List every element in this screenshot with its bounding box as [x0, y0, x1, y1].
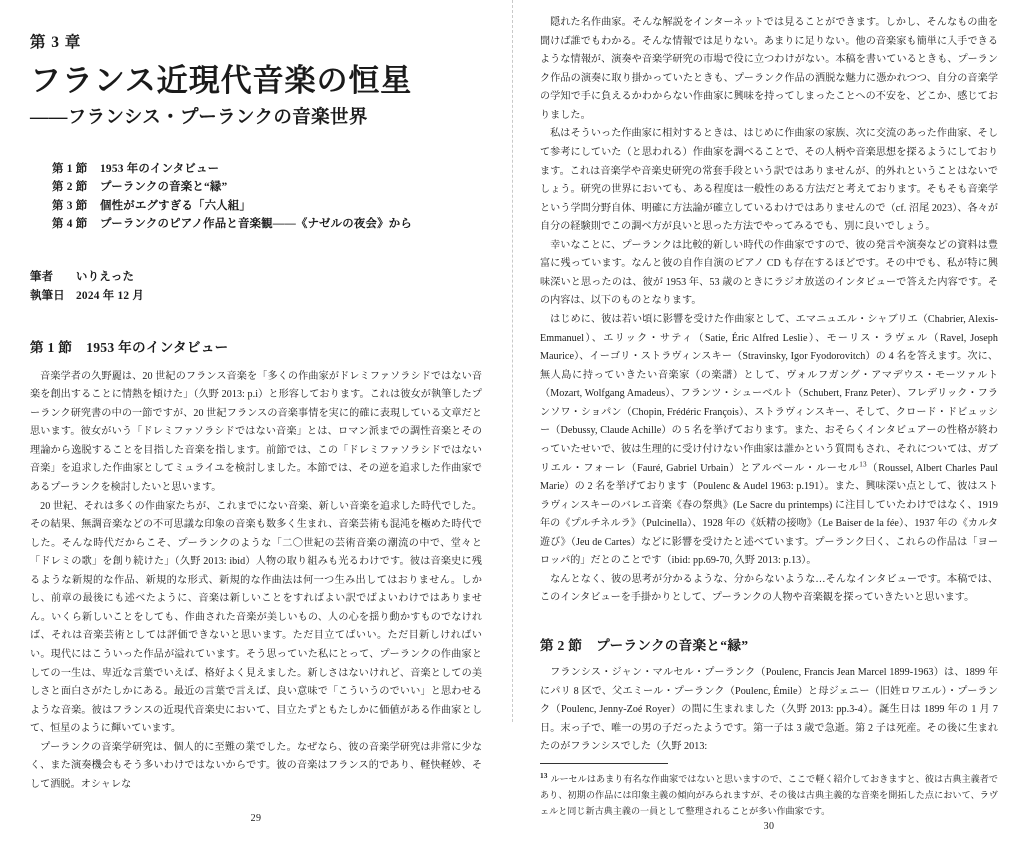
- byline: [30, 268, 482, 306]
- paragraph-with-footnote-ref: はじめに、彼は若い頃に影響を受けた作曲家として、エマニュエル・シャブリエ（Chabrier, Alexis-Emmanuel）、エリック・サティ（Satie, Éric Alfred Leslie）、モーリス・ラヴェル（Ravel, Joseph Maurice）、イーゴリ・ストラヴィンスキー（Stravinsky, Igor Fyodorovitch）の 4 名を答えます。次に、無人島に持っていきたい音楽家（の楽譜）として、ヴォルフガング・アマデウス・モーツァルト（Mozart, Wolfgang Amadeus）、フランツ・シューベルト（Schubert, Franz Peter）、フレデリック・フランソワ・ショパン（Chopin, Frédéric François）、ストラヴィンスキー、そして、クロード・ドビュッシー（Debussy, Claude Achille）の 5 名を挙げております。また、おそらくインタビュアーの性格が終わっていたせいで、彼は生理的に受け付けない作曲家は誰かという質問もされ、それについては、ガブリエル・フォーレ（Fauré, Gabriel Urbain）とアルベール・ルーセル$^{13}$（Roussel, Albert Charles Paul Marie）の 2 名を挙げております（Poulenc & Audel 1963: p.191）。また、興味深い点として、彼はストラヴィンスキーのバレエ音楽《春の祭典》(Le Sacre du printemps) に注目していたわけではなく、1919 年の《プルチネルラ》（Pulcinella）、1928 年の《妖精の接吻》（Le Baiser de la fée）、1937 年の《カルタ遊び》（Jeu de Cartes）などに影響を受けたと述べています。プーランク曰く、これらの作品は「ヨーロッパ的」だとのことです（ibid: pp.69-70, 久野 2013: p.13）。: [540, 314, 998, 567]
- byline-author-key: 筆者: [30, 270, 54, 283]
- section-heading-1: [30, 336, 482, 356]
- section-heading-2: [540, 634, 998, 654]
- section-list-item-label: 第 4 節: [52, 218, 88, 231]
- paragraph: 私はそういった作曲家に相対するときは、はじめに作曲家の家族、次に交流のあった作曲家、そして参考にしていた（と思われる）作曲家を調べることで、その人柄や音楽思想を探るようにしております。これは音楽学や音楽史研究の常套手段という訳ではありませんが、的外れということはないでしょう。研究の世界においても、ある程度は一般性のある方法だと考えております。そもそも音楽学という学問分野自体、明確に方法論が確立しているわけではありませんので（cf. 沼尾 2023）、各々が自分の経験則でこの調べ方が良いと思った方法でやってみるでも、別に良いでしょう。: [540, 128, 998, 233]
- section-list-item: [52, 215, 482, 233]
- footnote-text: ルーセルはあまり有名な作曲家ではないと思いますので、ここで軽く紹介しておきますと、彼は古典主義者であり、初期の作品には印象主義の傾向がみられますが、その後は古典主義的な音楽を開拓した点において、ラヴェルと同じ新古典主義の一員として整理されることが多い作曲家です。: [540, 773, 998, 817]
- section-list-item: [52, 178, 482, 196]
- footnote-reference[interactable]: 13: [859, 460, 867, 469]
- paragraph: フランシス・ジャン・マルセル・プーランク（Poulenc, Francis Jean Marcel 1899-1963）は、1899 年にパリ 8 区で、父エミール・プーランク（Poulenc, Émile）と母ジェニー（旧姓ロワエル）・プーランク（Poulenc, Jenny-Zoé Royer）の間に生まれました（久野 2013: pp.3-4）。誕生日は 1899 年の 1 月 7 日。末っ子で、唯一の男の子だったようです。第一子は 3 歳で急逝。第 2 子は死産。その後に生まれたのがフランシスでした（久野 2013:: [540, 667, 998, 753]
- section-list-item: [52, 197, 482, 215]
- section-heading-1-title: 1953 年のインタビュー: [86, 339, 229, 355]
- chapter-subtitle: ——フランシス・プーランクの音楽世界: [30, 107, 368, 128]
- page-number-right: 30: [763, 821, 775, 833]
- section-list-item-title: 1953 年のインタビュー: [100, 162, 220, 175]
- section-list: [52, 160, 482, 234]
- paragraph: プーランクの音楽学研究は、個人的に至難の業でした。なぜなら、彼の音楽学研究は非常に少なく、また演奏機会もそう多いわけではないからです。彼の音楽はフランス的であり、軽快軽妙、そして洒脱。オシャレな: [30, 741, 482, 790]
- byline-author-value: いりえった: [76, 270, 135, 283]
- section-list-item-title: プーランクの音楽と“縁”: [100, 181, 228, 194]
- byline-date-value: 2024 年 12 月: [76, 289, 145, 302]
- paragraph: 音楽学者の久野麗は、20 世紀のフランス音楽を「多くの作曲家がドレミファソラシドではない音楽を創出することに情熱を傾けた」（久野 2013: p.i）と形容しております。これは彼女が執筆したプーランク研究書の中の一節ですが、20 世紀フランスの音楽事情を実に的確に表現している文章だと思います。彼女がいう「ドレミファソラシドではない音楽」とは、ロマン派までの調性音楽とその理論から逸脱することを目指した音楽を指します。前節では、この「ドレミファソラシドではない音楽」を追求した作曲家としてミュライユを検討しました。本節では、その逆を追求した作曲家であるプーランクを検討したいと思います。: [30, 370, 482, 493]
- page-number-left: 29: [250, 812, 262, 824]
- chapter-title: フランス近現代音楽の恒星: [30, 63, 413, 98]
- section-list-item-label: 第 3 節: [52, 199, 88, 212]
- section-list-item-title: 個性がエグすぎる「六人組」: [100, 199, 252, 212]
- right-body: [540, 14, 998, 757]
- section-heading-2-title: プーランクの音楽と“縁”: [596, 638, 749, 653]
- section-list-item: [52, 160, 482, 178]
- paragraph: 幸いなことに、プーランクは比較的新しい時代の作曲家ですので、彼の発言や演奏などの資料は豊富に残っています。なんと彼の自作自演のピアノ CD も存在するほどです。その中でも、私が特に興味深いと思ったのは、彼が 1953 年、53 歳のときにラジオ放送のインタビューで答えた内容です。その内容は、以下のものとなります。: [540, 239, 998, 307]
- section-list-item-title: プーランクのピアノ作品と音楽観——《ナゼルの夜会》から: [100, 218, 412, 231]
- section-list-item-label: 第 1 節: [52, 162, 88, 175]
- footnote-separator-rule: [540, 763, 668, 764]
- byline-author: [30, 268, 482, 287]
- chapter-number: 第 3 章: [30, 34, 82, 51]
- footnote-item: [540, 769, 998, 820]
- byline-date: [30, 287, 482, 306]
- byline-date-key: 執筆日: [30, 289, 65, 302]
- left-body: [30, 368, 482, 795]
- footnote-marker: 13: [540, 770, 548, 780]
- paragraph: 隠れた名作曲家。そんな解説をインターネットでは見ることができます。しかし、そんなもの曲を聞けば誰でもわかる。そんな情報では足りない。あまりに足りない。他の音楽家も簡単に入手できるような情報が、演奏や音楽学研究の市場で役に立つわけがない。本稿を書いているときも、プーランク作品の演奏に取り掛かっていたときも、プーランク作品の洒脱な魅力に憑かれつつ、自分の音楽学の学知で手に負えるかわからない作曲家に興味を持ってしまったことへの不安を、どこか、感じておりました。: [540, 17, 998, 121]
- section-list-item-label: 第 2 節: [52, 181, 88, 194]
- page-divider: [512, 0, 513, 722]
- left-page: [0, 0, 512, 824]
- footnote-area: [540, 757, 998, 820]
- paragraph: 20 世紀、それは多くの作曲家たちが、これまでにない音楽、新しい音楽を追求した時代でした。その結果、無調音楽などの不可思議な印象の音楽も数多く生まれ、音楽芸術も混沌を極めた時代でした。そんな時代だからこそ、プーランクのような「二〇世紀の芸術音楽の潮流の中で、堂々と「ドレミの歌」を創り続けた」（久野 2013: ibid）人物の取り組みも光るわけです。彼は音楽史に残るような新規的な作品、新規的な形式、新規的な作曲法は何一つ生み出してはおりません。しかし、前章の最後にも述べたように、音楽は新しいことをすればよい訳でばよいわけではありません。いくら新しいことをしても、作曲された音楽が美しいもの、人の心を揺り動かすものでなければ、それは音楽芸術としては評価できないと思います。ただ目立てばいい。ただ目新しければいい。現代にはこういった作品が溢れています。そう思っていた私にとって、プーランクの作曲家としての一生は、卑近な言葉でいえば、格好よく見えました。新しさはないけれど、音楽としての美しさと面白さがたしかにある。最近の言葉で言えば、良い意味で「こういうのでいい」と思わせるような音楽。彼はフランスの近現代音楽史において、目立たずともたしかに価値がある作曲家として、恒星のように輝いています。: [30, 500, 482, 735]
- section-heading-1-number: 第 1 節: [30, 339, 73, 355]
- paragraph: なんとなく、彼の思考が分かるような、分からないような…そんなインタビューです。本稿では、このインタビューを手掛かりとして、プーランクの人物や音楽観を探っていきたいと思います。: [540, 573, 998, 604]
- right-page: [512, 0, 1024, 833]
- section-heading-2-number: 第 2 節: [540, 638, 583, 653]
